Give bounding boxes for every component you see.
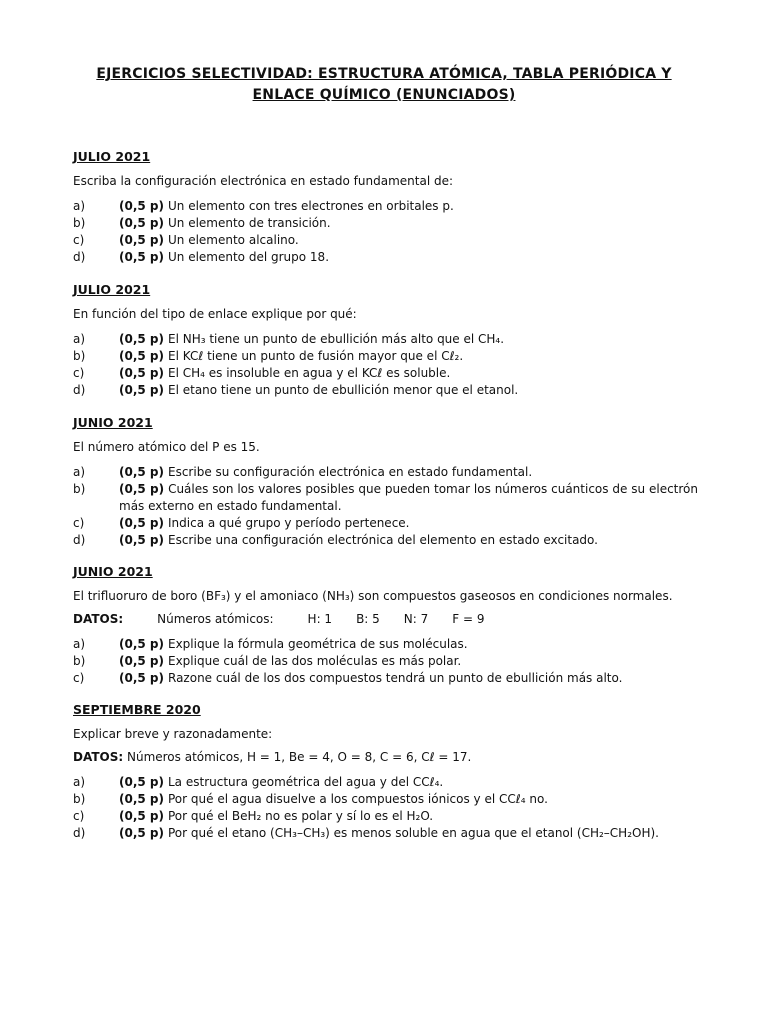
- section-intro: El trifluoruro de boro (BF₃) y el amoniaco (NH₃) son compuestos gaseosos en condiciones normales.: [73, 589, 673, 603]
- document-title: [70, 64, 698, 106]
- list-item: [73, 670, 698, 687]
- item-letter: d): [73, 250, 86, 264]
- datos-label: DATOS:: [73, 750, 124, 764]
- question-list: [73, 464, 698, 549]
- item-points: (0,5 p): [119, 671, 164, 685]
- item-points: (0,5 p): [119, 792, 164, 806]
- item-points: (0,5 p): [119, 366, 164, 380]
- list-item: [73, 825, 698, 842]
- item-letter: c): [73, 671, 85, 685]
- item-text: Explique la fórmula geométrica de sus moléculas.: [168, 637, 468, 651]
- section-intro: El número atómico del P es 15.: [73, 440, 260, 454]
- item-points: (0,5 p): [119, 533, 164, 547]
- datos-value: H: 1: [307, 612, 333, 626]
- item-text: Razone cuál de los dos compuestos tendrá un punto de ebullición más alto.: [168, 671, 623, 685]
- section-heading: JUNIO 2021: [73, 415, 153, 430]
- item-points: (0,5 p): [119, 383, 164, 397]
- exercise-section-septiembre-2020: [73, 701, 698, 842]
- question-list: [73, 198, 698, 266]
- list-item: [73, 636, 698, 653]
- item-points: (0,5 p): [119, 809, 164, 823]
- list-item: [73, 249, 698, 266]
- item-letter: a): [73, 637, 86, 651]
- item-text: Por qué el agua disuelve a los compuestos iónicos y el CCℓ₄ no.: [168, 792, 548, 806]
- item-letter: b): [73, 654, 86, 668]
- section-heading: JULIO 2021: [73, 282, 151, 297]
- item-text: Un elemento con tres electrones en orbitales p.: [168, 199, 454, 213]
- list-item: [73, 532, 698, 549]
- item-text: La estructura geométrica del agua y del CCℓ₄.: [168, 775, 444, 789]
- item-letter: a): [73, 332, 86, 346]
- item-text: Cuáles son los valores posibles que pueden tomar los números cuánticos de su electrón más externo en estado fundamental.: [119, 482, 699, 513]
- item-points: (0,5 p): [119, 465, 164, 479]
- list-item: [73, 791, 698, 808]
- item-letter: c): [73, 366, 85, 380]
- datos-label: DATOS:: [73, 612, 124, 626]
- item-points: (0,5 p): [119, 216, 164, 230]
- section-heading: JUNIO 2021: [73, 564, 153, 579]
- datos-value: F = 9: [452, 612, 485, 626]
- list-item: [73, 232, 698, 249]
- item-text: Un elemento de transición.: [168, 216, 331, 230]
- list-item: [73, 774, 698, 791]
- item-letter: d): [73, 826, 86, 840]
- list-item: [73, 215, 698, 232]
- datos-value: B: 5: [356, 612, 380, 626]
- item-text: Escribe su configuración electrónica en estado fundamental.: [168, 465, 533, 479]
- item-text: Por qué el etano (CH₃–CH₃) es menos soluble en agua que el etanol (CH₂–CH₂OH).: [168, 826, 659, 840]
- datos-line: [73, 749, 698, 766]
- datos-value: N: 7: [403, 612, 429, 626]
- item-points: (0,5 p): [119, 775, 164, 789]
- title-line-2: ENLACE QUÍMICO (ENUNCIADOS): [252, 87, 516, 103]
- item-points: (0,5 p): [119, 654, 164, 668]
- list-item: [73, 365, 698, 382]
- list-item: [73, 348, 698, 365]
- item-letter: d): [73, 533, 86, 547]
- exercise-section-julio-2021-a: [73, 148, 698, 266]
- section-intro: Escriba la configuración electrónica en estado fundamental de:: [73, 174, 454, 188]
- datos-text: Números atómicos:: [157, 612, 274, 626]
- item-points: (0,5 p): [119, 482, 165, 496]
- item-text: Indica a qué grupo y período pertenece.: [168, 516, 410, 530]
- section-intro: En función del tipo de enlace explique por qué:: [73, 307, 357, 321]
- item-points: (0,5 p): [119, 826, 164, 840]
- item-letter: a): [73, 775, 86, 789]
- exercise-section-junio-2021-b: [73, 563, 698, 687]
- item-text: Un elemento del grupo 18.: [168, 250, 330, 264]
- item-letter: d): [73, 383, 86, 397]
- item-letter: b): [73, 216, 86, 230]
- datos-line: [73, 611, 698, 628]
- list-item: [73, 481, 698, 515]
- list-item: [73, 515, 698, 532]
- item-letter: b): [73, 349, 86, 363]
- item-letter: c): [73, 233, 85, 247]
- exercise-section-junio-2021-a: [73, 414, 698, 549]
- item-text: Por qué el BeH₂ no es polar y sí lo es el H₂O.: [168, 809, 434, 823]
- question-list: [73, 331, 698, 399]
- section-heading: SEPTIEMBRE 2020: [73, 702, 201, 717]
- item-letter: b): [73, 792, 86, 806]
- item-letter: c): [73, 809, 85, 823]
- item-text: Escribe una configuración electrónica del elemento en estado excitado.: [168, 533, 598, 547]
- item-letter: c): [73, 516, 85, 530]
- item-points: (0,5 p): [119, 349, 164, 363]
- title-line-1: EJERCICIOS SELECTIVIDAD: ESTRUCTURA ATÓMICA, TABLA PERIÓDICA Y: [96, 66, 672, 82]
- question-list: [73, 774, 698, 842]
- item-points: (0,5 p): [119, 332, 164, 346]
- item-text: Un elemento alcalino.: [168, 233, 299, 247]
- item-points: (0,5 p): [119, 637, 164, 651]
- list-item: [73, 331, 698, 348]
- item-text: El NH₃ tiene un punto de ebullición más alto que el CH₄.: [168, 332, 505, 346]
- list-item: [73, 653, 698, 670]
- item-letter: a): [73, 465, 86, 479]
- item-points: (0,5 p): [119, 199, 164, 213]
- question-list: [73, 636, 698, 687]
- list-item: [73, 808, 698, 825]
- item-text: Explique cuál de las dos moléculas es más polar.: [168, 654, 462, 668]
- item-text: El etano tiene un punto de ebullición menor que el etanol.: [168, 383, 519, 397]
- item-points: (0,5 p): [119, 250, 164, 264]
- list-item: [73, 198, 698, 215]
- item-letter: a): [73, 199, 86, 213]
- item-text: El KCℓ tiene un punto de fusión mayor que el Cℓ₂.: [168, 349, 464, 363]
- item-letter: b): [73, 482, 86, 496]
- item-points: (0,5 p): [119, 233, 164, 247]
- item-text: El CH₄ es insoluble en agua y el KCℓ es soluble.: [168, 366, 451, 380]
- exercise-section-julio-2021-b: [73, 281, 698, 399]
- datos-text: Números atómicos, H = 1, Be = 4, O = 8, C = 6, Cℓ = 17.: [126, 750, 472, 764]
- item-points: (0,5 p): [119, 516, 164, 530]
- list-item: [73, 464, 698, 481]
- section-heading: JULIO 2021: [73, 149, 151, 164]
- section-intro: Explicar breve y razonadamente:: [73, 727, 273, 741]
- list-item: [73, 382, 698, 399]
